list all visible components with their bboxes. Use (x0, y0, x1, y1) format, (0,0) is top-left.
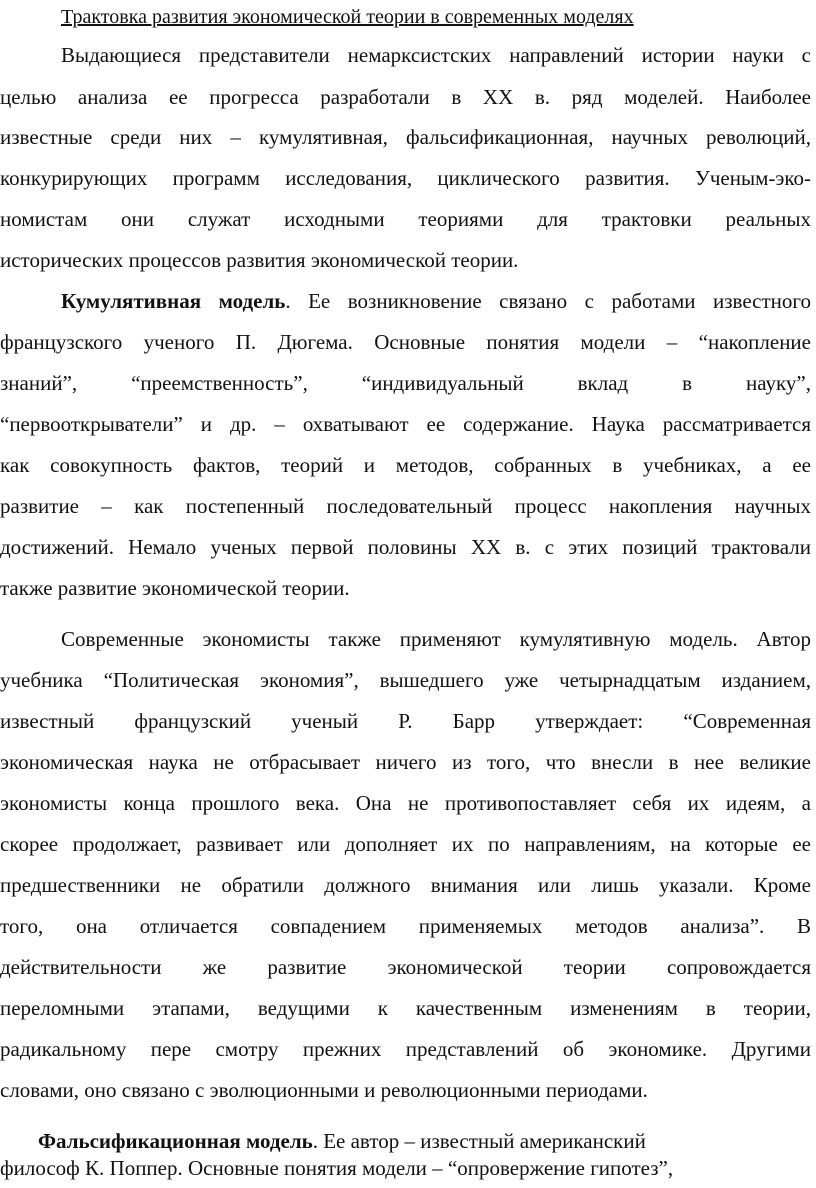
text-line: исторических процессов развития экономической теории. (0, 248, 519, 272)
text-line: радикальному пере смотру прежних представлений об экономике. Другими (0, 1037, 811, 1061)
text-line: целью анализа ее прогресса разработали в XX в. ряд моделей. Наиболее (0, 85, 811, 109)
text-line: Выдающиеся представители немарксистских направлений истории науки с (61, 43, 811, 67)
text-line: скорее продолжает, развивает или дополняет их по направлениям, на которые ее (0, 832, 811, 856)
text-line: развитие – как постепенный последовательный процесс накопления научных (0, 494, 811, 518)
text-line: достижений. Немало ученых первой половины XX в. с этих позиций трактовали (0, 535, 811, 559)
document-title: Трактовка развития экономической теории в современных моделях (61, 6, 634, 28)
text-line: также развитие экономической теории. (0, 576, 350, 600)
text-line: знаний”, “преемственность”, “индивидуальный вклад в науку”, (0, 371, 811, 395)
text-line: экономисты конца прошлого века. Она не противопоставляет себя их идеям, а (0, 791, 811, 815)
text-line: известный французский ученый Р. Барр утверждает: “Современная (0, 709, 811, 733)
text-line: как совокупность фактов, теорий и методов, собранных в учебниках, а ее (0, 453, 811, 477)
text-run: . Ее возникновение связано с работами известного (285, 289, 811, 313)
text-line: учебника “Политическая экономия”, вышедшего уже четырнадцатым изданием, (0, 668, 811, 692)
text-line: известные среди них – кумулятивная, фальсификационная, научных революций, (0, 125, 811, 149)
text-line: переломными этапами, ведущими к качественным изменениям в теории, (0, 996, 811, 1020)
text-line: Современные экономисты также применяют кумулятивную модель. Автор (61, 627, 811, 651)
text-line: философ К. Поппер. Основные понятия модели – “опровержение гипотез”, (0, 1156, 674, 1180)
text-line (0, 281, 811, 321)
text-run: . Ее автор – известный американский (312, 1129, 646, 1153)
text-line: словами, оно связано с эволюционными и революционными периодами. (0, 1078, 648, 1102)
text-line: того, она отличается совпадением применяемых методов анализа”. В (0, 914, 811, 938)
text-line: экономическая наука не отбрасывает ничего из того, что внесли в нее великие (0, 750, 811, 774)
section-heading-falsification: Фальсификационная модель (38, 1129, 313, 1153)
text-line: действительности же развитие экономической теории сопровождается (0, 955, 811, 979)
text-line: номистам они служат исходными теориями для трактовки реальных (0, 207, 811, 231)
section-heading-cumulative: Кумулятивная модель (61, 289, 286, 313)
text-line: конкурирующих программ исследования, циклического развития. Ученым-эко- (0, 166, 811, 190)
text-line: предшественники не обратили должного внимания или лишь указали. Кроме (0, 873, 811, 897)
text-line: французского ученого П. Дюгема. Основные понятия модели – “накопление (0, 330, 811, 354)
text-line: “первооткрыватели” и др. – охватывают ее содержание. Наука рассматривается (0, 412, 811, 436)
